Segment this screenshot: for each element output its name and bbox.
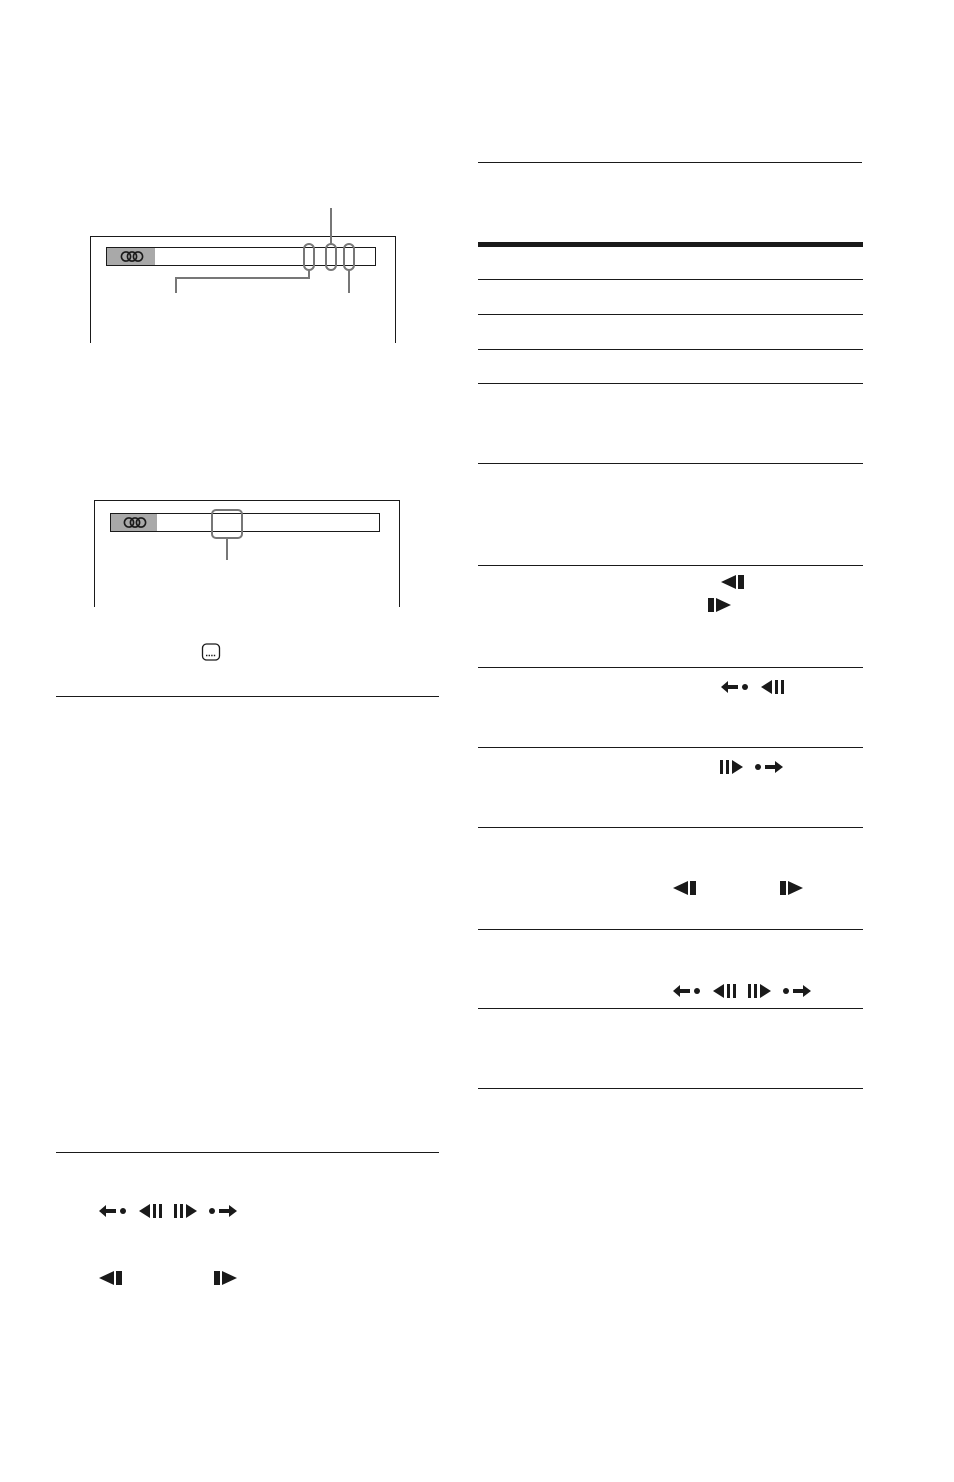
step-back-icon xyxy=(138,1203,164,1219)
replay-icon xyxy=(720,679,752,695)
section-divider xyxy=(56,696,439,697)
playback-glyph-row xyxy=(98,1203,238,1219)
next-icon xyxy=(706,597,732,613)
step-forward-icon xyxy=(172,1203,198,1219)
table-top-rule xyxy=(478,242,863,247)
next-icon xyxy=(778,880,804,896)
table-glyph-row xyxy=(718,759,784,775)
triple-disc-icon xyxy=(111,514,157,531)
step-back-icon xyxy=(760,679,786,695)
previous-icon xyxy=(720,574,746,590)
next-icon xyxy=(212,1270,238,1286)
previous-icon xyxy=(672,880,698,896)
osd-callouts-figure-2 xyxy=(205,505,255,565)
section-divider xyxy=(478,162,862,163)
table-row-divider xyxy=(478,827,863,828)
table-bottom-rule xyxy=(478,1088,863,1089)
section-divider xyxy=(56,1152,439,1153)
table-glyph-row xyxy=(672,983,812,999)
table-row-divider xyxy=(478,1008,863,1009)
replay-icon xyxy=(98,1203,130,1219)
advance-icon xyxy=(780,983,812,999)
table-glyph-row xyxy=(720,679,786,695)
subtitle-icon xyxy=(201,642,221,662)
replay-icon xyxy=(672,983,704,999)
advance-icon xyxy=(206,1203,238,1219)
table-row-divider xyxy=(478,349,863,350)
table-row-divider xyxy=(478,463,863,464)
osd-callouts-figure-1 xyxy=(160,200,380,300)
advance-icon xyxy=(752,759,784,775)
table-row-divider xyxy=(478,279,863,280)
table-row-divider xyxy=(478,314,863,315)
table-row-divider xyxy=(478,565,863,566)
table-row-divider xyxy=(478,929,863,930)
table-row-divider xyxy=(478,383,863,384)
step-forward-icon xyxy=(746,983,772,999)
table-row-divider xyxy=(478,667,863,668)
previous-icon xyxy=(98,1270,124,1286)
triple-disc-icon xyxy=(107,248,155,265)
table-row-divider xyxy=(478,747,863,748)
step-back-icon xyxy=(712,983,738,999)
step-forward-icon xyxy=(718,759,744,775)
